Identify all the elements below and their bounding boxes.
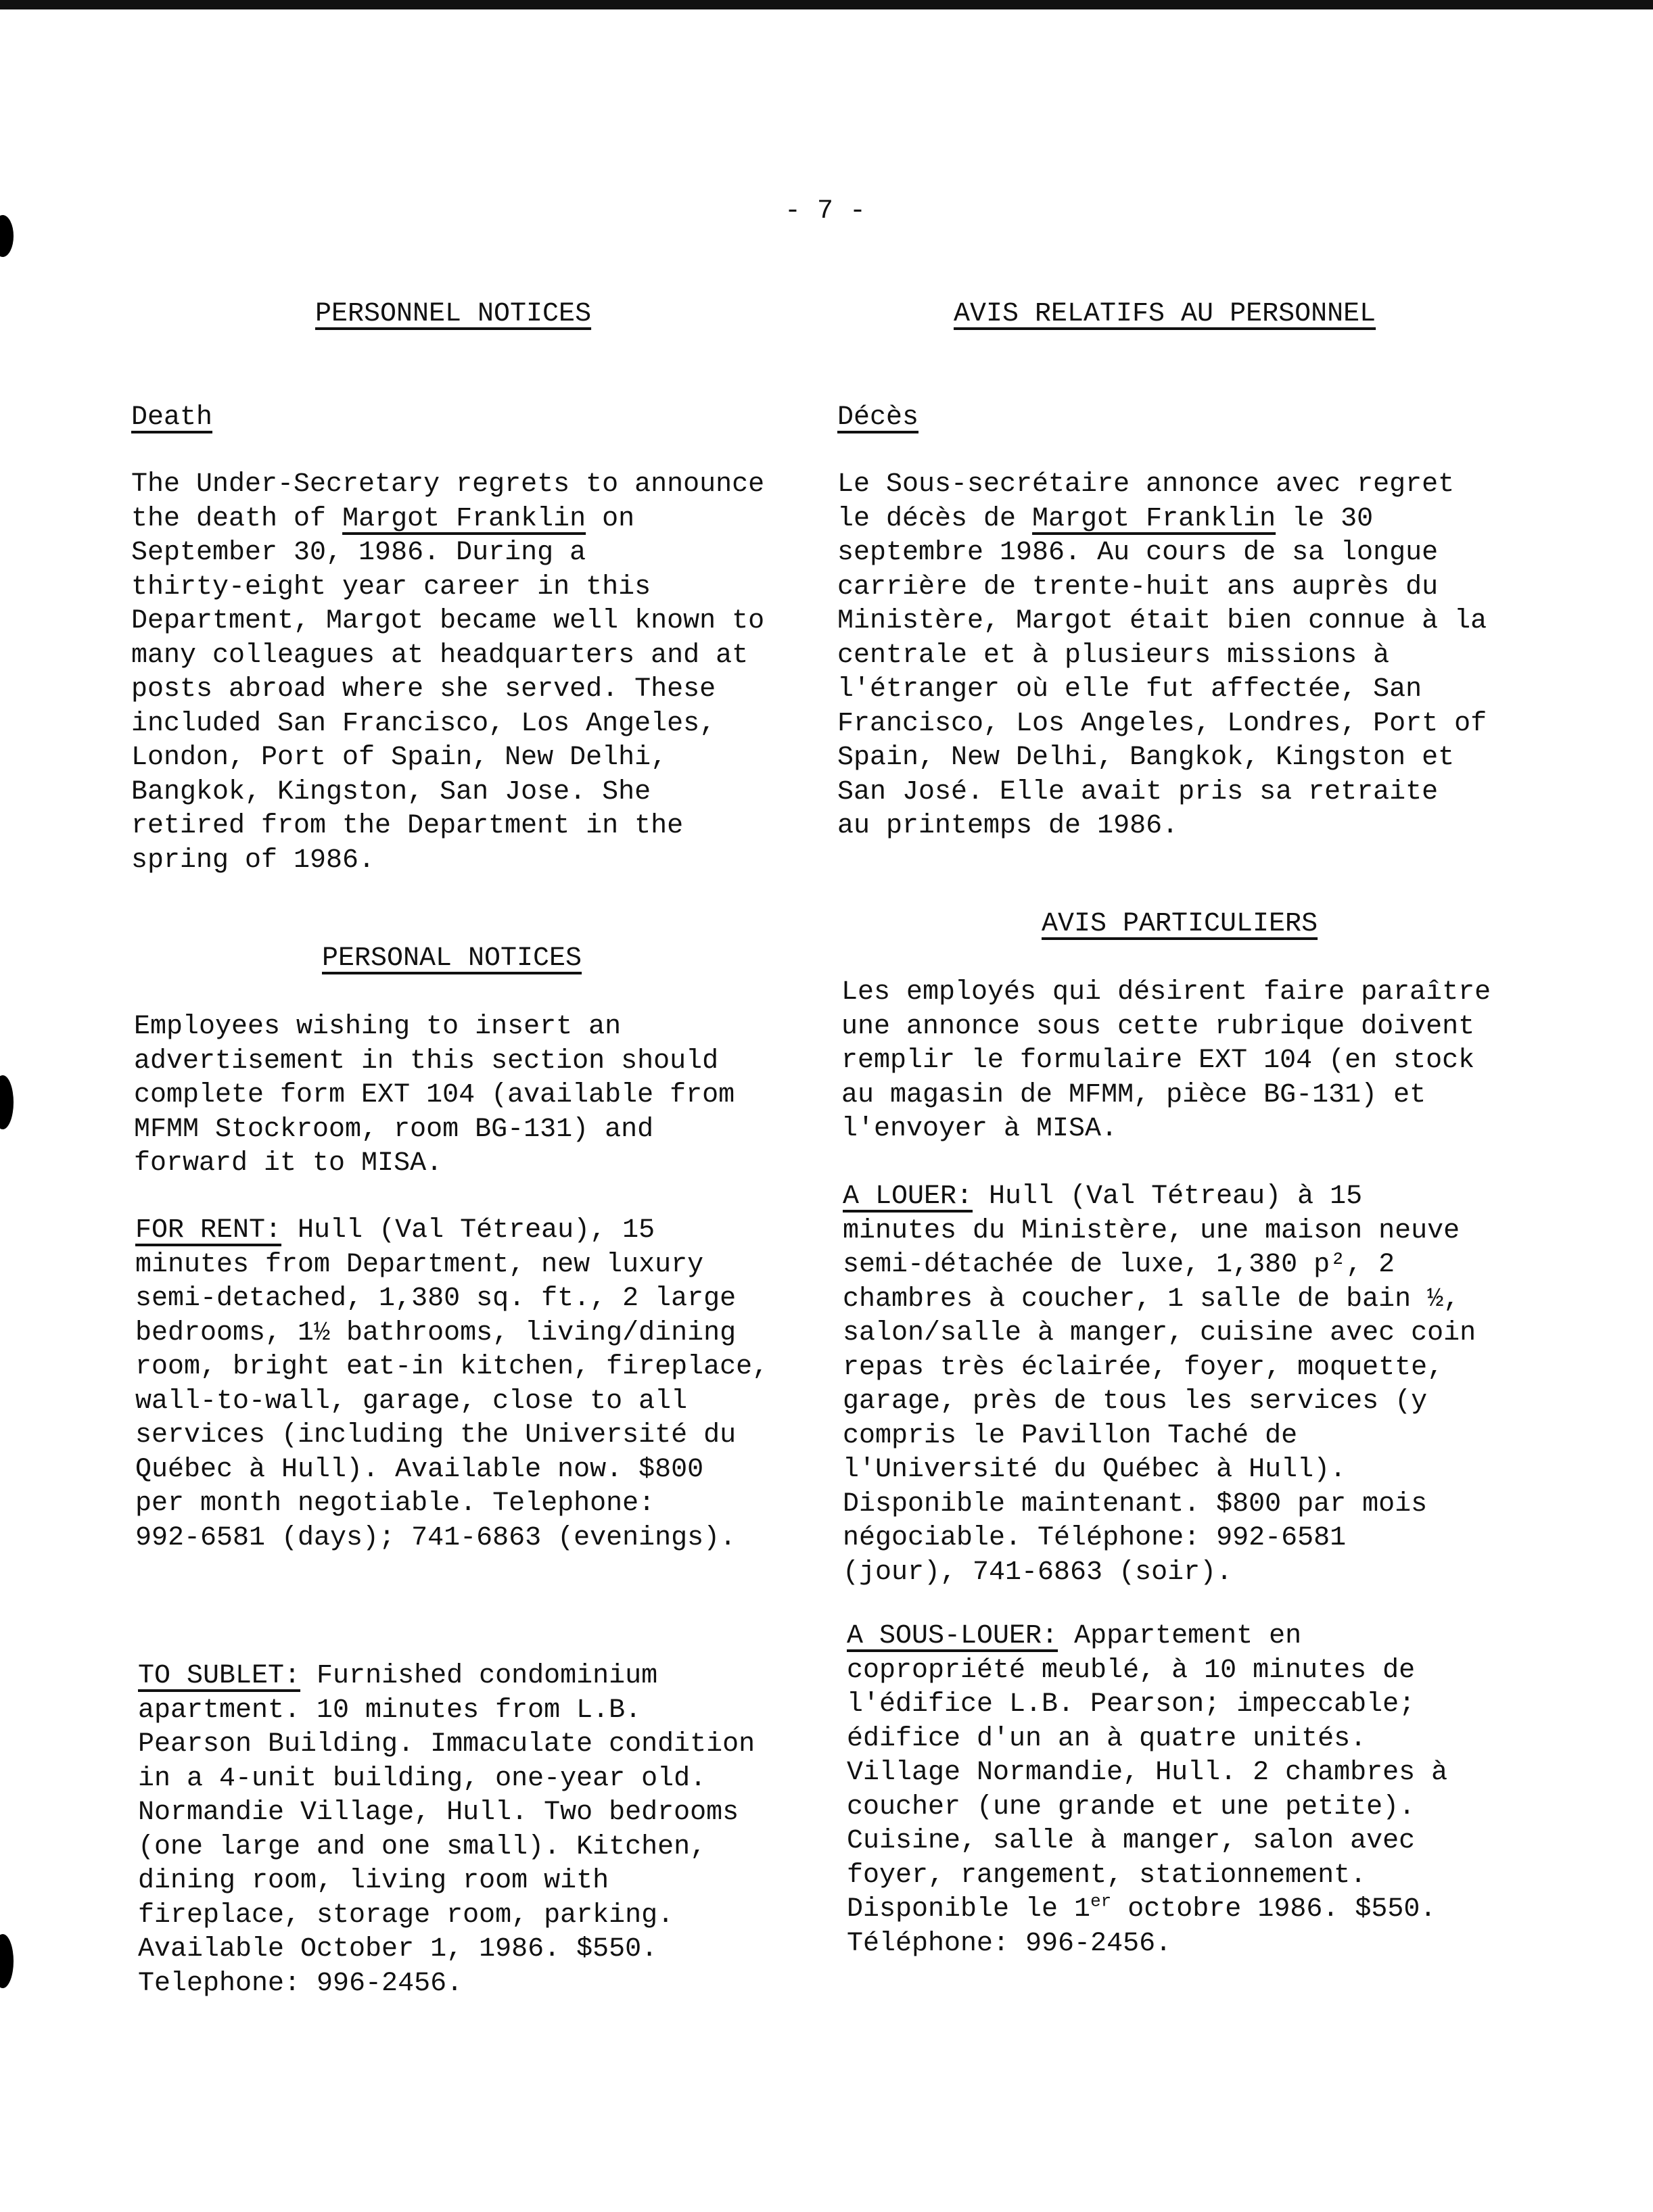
english-heading: PERSONNEL NOTICES bbox=[315, 299, 592, 329]
text-line: Téléphone: 996-2456. bbox=[847, 1928, 1172, 1959]
text-line: septembre 1986. Au cours de sa longue bbox=[837, 538, 1439, 568]
text-line: San José. Elle avait pris sa retraite bbox=[837, 776, 1439, 807]
text-line: Employees wishing to insert an bbox=[134, 1012, 622, 1042]
punch-hole-mark-top bbox=[0, 215, 14, 257]
text-line: Village Normandie, Hull. 2 chambres à bbox=[847, 1758, 1448, 1788]
text-line: Disponible maintenant. $800 par mois bbox=[843, 1488, 1428, 1520]
text-line: apartment. 10 minutes from L.B. bbox=[138, 1695, 642, 1726]
text-line: retired from the Department in the bbox=[131, 811, 684, 841]
french-a-louer-ad bbox=[843, 1180, 1476, 1590]
text-line: minutes du Ministère, une maison neuve bbox=[843, 1215, 1460, 1246]
text-line: Le Sous-secrétaire annonce avec regret bbox=[837, 469, 1455, 500]
text-line: garage, près de tous les services (y bbox=[843, 1386, 1428, 1417]
text-line: in a 4-unit building, one-year old. bbox=[138, 1763, 707, 1794]
text-line: l'envoyer à MISA. bbox=[841, 1114, 1118, 1144]
french-personal-instructions bbox=[841, 976, 1491, 1147]
text-line: carrière de trente-huit ans auprès du bbox=[837, 571, 1439, 603]
english-for-rent-ad bbox=[135, 1214, 768, 1555]
underlined-text: Margot Franklin bbox=[1032, 503, 1276, 534]
text-line: centrale et à plusieurs missions à bbox=[837, 640, 1390, 671]
french-death-notice bbox=[837, 468, 1487, 844]
text-line: Available October 1, 1986. $550. bbox=[138, 1934, 658, 1964]
underlined-text: TO SUBLET: bbox=[138, 1661, 301, 1691]
english-death-title: Death bbox=[131, 402, 213, 433]
text-line: chambres à coucher, 1 salle de bain ½, bbox=[843, 1284, 1460, 1315]
english-death-notice bbox=[131, 468, 764, 878]
text-line: many colleagues at headquarters and at bbox=[131, 640, 749, 671]
punch-hole-mark-bottom bbox=[0, 1934, 14, 1988]
text-line: semi-détachée de luxe, 1,380 p², 2 bbox=[843, 1250, 1395, 1280]
underlined-text: A SOUS-LOUER: bbox=[847, 1621, 1058, 1651]
french-heading: AVIS RELATIFS AU PERSONNEL bbox=[954, 299, 1376, 329]
text-line: dining room, living room with bbox=[138, 1866, 609, 1896]
text-line: forward it to MISA. bbox=[134, 1148, 443, 1179]
text-line: room, bright eat-in kitchen, fireplace, bbox=[135, 1352, 769, 1382]
text-line: le décès de Margot Franklin le 30 bbox=[837, 503, 1374, 534]
text-line: Cuisine, salle à manger, salon avec bbox=[847, 1826, 1416, 1856]
text-line: TO SUBLET: Furnished condominium bbox=[138, 1661, 658, 1691]
scan-top-edge bbox=[0, 0, 1653, 9]
text-line: wall-to-wall, garage, close to all bbox=[135, 1386, 688, 1417]
text-line: posts abroad where she served. These bbox=[131, 674, 716, 705]
text-line: Disponible le 1er octobre 1986. $550. bbox=[847, 1891, 1437, 1925]
text-line: bedrooms, 1½ bathrooms, living/dining bbox=[135, 1317, 737, 1348]
text-line: semi-detached, 1,380 sq. ft., 2 large bbox=[135, 1284, 737, 1314]
text-line: thirty-eight year career in this bbox=[131, 571, 651, 603]
text-line: 992-6581 (days); 741-6863 (evenings). bbox=[135, 1522, 737, 1553]
text-line: Bangkok, Kingston, San Jose. She bbox=[131, 776, 651, 807]
text-line: foyer, rangement, stationnement. bbox=[847, 1860, 1367, 1891]
text-line: édifice d'un an à quatre unités. bbox=[847, 1723, 1367, 1754]
text-line: copropriété meublé, à 10 minutes de bbox=[847, 1655, 1416, 1686]
french-personal-heading: AVIS PARTICULIERS bbox=[1042, 909, 1318, 939]
text-line: Québec à Hull). Available now. $800 bbox=[135, 1454, 704, 1485]
text-line: The Under-Secretary regrets to announce bbox=[131, 469, 765, 500]
text-line: MFMM Stockroom, room BG-131) and bbox=[134, 1114, 654, 1145]
text-line: spring of 1986. bbox=[131, 845, 375, 876]
text-line: September 30, 1986. During a bbox=[131, 538, 586, 568]
text-line: coucher (une grande et une petite). bbox=[847, 1791, 1416, 1822]
text-line: au printemps de 1986. bbox=[837, 811, 1179, 841]
english-personal-instructions bbox=[134, 1010, 735, 1181]
text-line: remplir le formulaire EXT 104 (en stock bbox=[841, 1045, 1475, 1076]
text-line: Telephone: 996-2456. bbox=[138, 1968, 463, 1999]
text-line: une annonce sous cette rubrique doivent bbox=[841, 1011, 1475, 1042]
text-line: Normandie Village, Hull. Two bedrooms bbox=[138, 1797, 739, 1828]
punch-hole-mark-middle bbox=[0, 1075, 14, 1129]
text-line: advertisement in this section should bbox=[134, 1045, 719, 1077]
underlined-text: A LOUER: bbox=[843, 1181, 973, 1212]
underlined-text: Margot Franklin bbox=[342, 503, 586, 534]
text-line: Spain, New Delhi, Bangkok, Kingston et bbox=[837, 743, 1455, 773]
french-death-title: Décès bbox=[837, 402, 919, 433]
text-line: Department, Margot became well known to bbox=[131, 606, 765, 636]
text-line: l'étranger où elle fut affectée, San bbox=[837, 674, 1422, 705]
english-sublet-ad bbox=[138, 1660, 755, 2001]
text-line: compris le Pavillon Taché de bbox=[843, 1420, 1298, 1451]
text-line: FOR RENT: Hull (Val Tétreau), 15 bbox=[135, 1215, 655, 1246]
text-line: (jour), 741-6863 (soir). bbox=[843, 1557, 1233, 1588]
text-line: (one large and one small). Kitchen, bbox=[138, 1831, 707, 1862]
page-number: - 7 - bbox=[785, 196, 866, 227]
text-line: Ministère, Margot était bien connue à la bbox=[837, 606, 1487, 636]
text-line: complete form EXT 104 (available from bbox=[134, 1080, 735, 1110]
text-line: Francisco, Los Angeles, Londres, Port of bbox=[837, 708, 1487, 739]
text-line: London, Port of Spain, New Delhi, bbox=[131, 743, 668, 773]
text-line: minutes from Department, new luxury bbox=[135, 1249, 704, 1280]
text-line: per month negotiable. Telephone: bbox=[135, 1488, 655, 1519]
text-line: l'édifice L.B. Pearson; impeccable; bbox=[847, 1689, 1416, 1720]
underlined-text: FOR RENT: bbox=[135, 1215, 282, 1246]
text-line: A SOUS-LOUER: Appartement en bbox=[847, 1621, 1302, 1651]
superscript: er bbox=[1090, 1891, 1112, 1912]
text-line: Pearson Building. Immaculate condition bbox=[138, 1729, 755, 1760]
text-line: l'Université du Québec à Hull). bbox=[843, 1455, 1347, 1485]
text-line: A LOUER: Hull (Val Tétreau) à 15 bbox=[843, 1181, 1363, 1212]
text-line: Les employés qui désirent faire paraître bbox=[841, 977, 1491, 1008]
french-sous-louer-ad bbox=[847, 1620, 1447, 1961]
english-personal-heading: PERSONAL NOTICES bbox=[322, 943, 582, 974]
text-line: fireplace, storage room, parking. bbox=[138, 1900, 674, 1931]
text-line: services (including the Université du bbox=[135, 1420, 737, 1451]
text-line: au magasin de MFMM, pièce BG-131) et bbox=[841, 1079, 1426, 1110]
text-line: négociable. Téléphone: 992-6581 bbox=[843, 1523, 1347, 1553]
text-line: the death of Margot Franklin on bbox=[131, 503, 635, 534]
text-line: included San Francisco, Los Angeles, bbox=[131, 708, 716, 739]
text-line: repas très éclairée, foyer, moquette, bbox=[843, 1352, 1444, 1383]
text-line: salon/salle à manger, cuisine avec coin bbox=[843, 1318, 1476, 1348]
